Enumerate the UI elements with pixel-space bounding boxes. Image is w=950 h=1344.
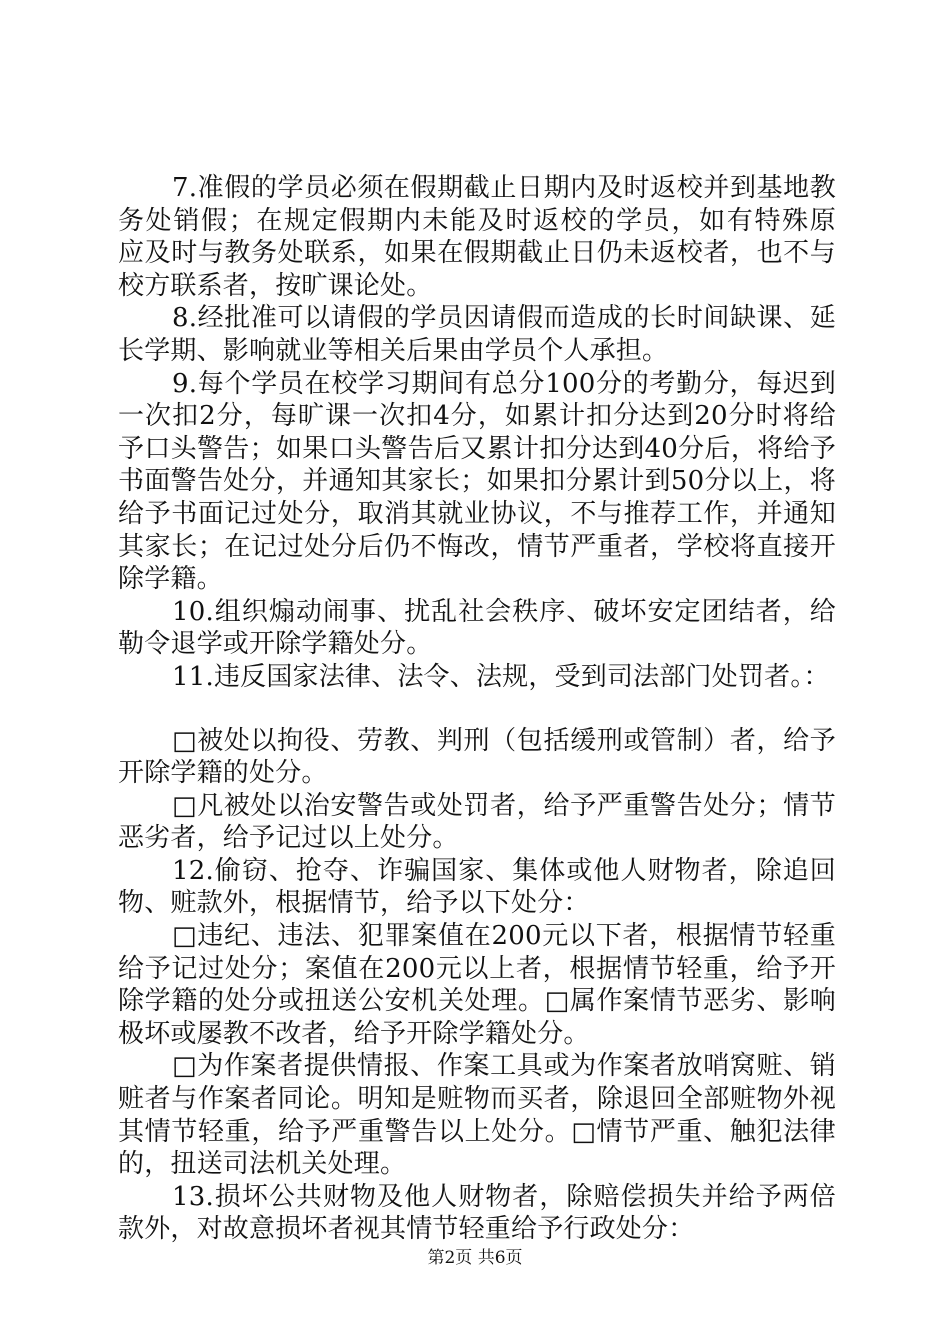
rule-9-line-1: 9.每个学员在校学习期间有总分100分的考勤分，每迟到 xyxy=(172,368,836,399)
rule-7-line-4: 校方联系者，按旷课论处。 xyxy=(118,270,433,301)
rule-10-line-2: 勒令退学或开除学籍处分。 xyxy=(118,629,433,660)
rule-9-line-6: 其家长；在记过处分后仍不悔改，情节严重者，学校将直接开 xyxy=(118,531,836,562)
rule-13-line-2: 款外，对故意损坏者视其情节轻重给予行政处分： xyxy=(118,1214,695,1245)
rule-12-item-2-line-3: 其情节轻重，给予严重警告以上处分。□情节严重、触犯法律 xyxy=(118,1116,836,1147)
rule-7-line-3: 应及时与教务处联系，如果在假期截止日仍未返校者，也不与 xyxy=(118,238,836,269)
rule-8-line-1: 8.经批准可以请假的学员因请假而造成的长时间缺课、延 xyxy=(172,303,836,334)
rule-12-item-1-line-1: □违纪、违法、犯罪案值在200元以下者，根据情节轻重 xyxy=(172,921,836,952)
rule-13-line-1: 13.损坏公共财物及他人财物者，除赔偿损失并给予两倍 xyxy=(172,1181,836,1212)
rule-10-line-1: 10.组织煽动闹事、扰乱社会秩序、破坏安定团结者，给 xyxy=(172,596,836,627)
page-number-footer: 第2页 共6页 xyxy=(427,1248,523,1268)
rule-11-line-1: 11.违反国家法律、法令、法规，受到司法部门处罚者。： xyxy=(172,661,830,692)
rule-8-line-2: 长学期、影响就业等相关后果由学员个人承担。 xyxy=(118,335,669,366)
rule-9-line-3: 予口头警告；如果口头警告后又累计扣分达到40分后，将给予 xyxy=(118,433,836,464)
blank-line xyxy=(118,694,836,725)
rule-7-line-2: 务处销假；在规定假期内未能及时返校的学员，如有特殊原 xyxy=(118,205,836,236)
rule-9-line-5: 给予书面记过处分，取消其就业协议，不与推荐工作，并通知 xyxy=(118,498,836,529)
rule-12-item-1-line-3: 除学籍的处分或扭送公安机关处理。□属作案情节恶劣、影响 xyxy=(118,986,836,1017)
rule-12-item-2-line-1: □为作案者提供情报、作案工具或为作案者放哨窝赃、销 xyxy=(172,1051,836,1082)
rule-12-item-1-line-4: 极坏或屡教不改者，给予开除学籍处分。 xyxy=(118,1018,590,1049)
document-body xyxy=(118,172,836,1246)
rule-12-item-2-line-4: 的，扭送司法机关处理。 xyxy=(118,1149,407,1180)
rule-9-line-7: 除学籍。 xyxy=(118,564,223,595)
rule-11-item-1-line-2: 开除学籍的处分。 xyxy=(118,758,328,789)
rule-11-item-1-line-1: □被处以拘役、劳教、判刑（包括缓刑或管制）者，给予 xyxy=(172,725,836,756)
rule-12-line-2: 物、赃款外，根据情节，给予以下处分： xyxy=(118,888,590,919)
rule-12-item-1-line-2: 给予记过处分；案值在200元以上者，根据情节轻重，给予开 xyxy=(118,953,836,984)
rule-12-item-2-line-2: 赃者与作案者同论。明知是赃物而买者，除退回全部赃物外视 xyxy=(118,1084,836,1115)
rule-11-item-2-line-1: □凡被处以治安警告或处罚者，给予严重警告处分；情节 xyxy=(172,790,836,821)
rule-11-item-2-line-2: 恶劣者，给予记过以上处分。 xyxy=(118,823,459,854)
rule-9-line-4: 书面警告处分，并通知其家长；如果扣分累计到50分以上，将 xyxy=(118,466,836,497)
rule-12-line-1: 12.偷窃、抢夺、诈骗国家、集体或他人财物者，除追回 xyxy=(172,855,836,886)
rule-9-line-2: 一次扣2分，每旷课一次扣4分，如累计扣分达到20分时将给 xyxy=(118,401,836,432)
rule-7-line-1: 7.准假的学员必须在假期截止日期内及时返校并到基地教 xyxy=(172,173,836,203)
